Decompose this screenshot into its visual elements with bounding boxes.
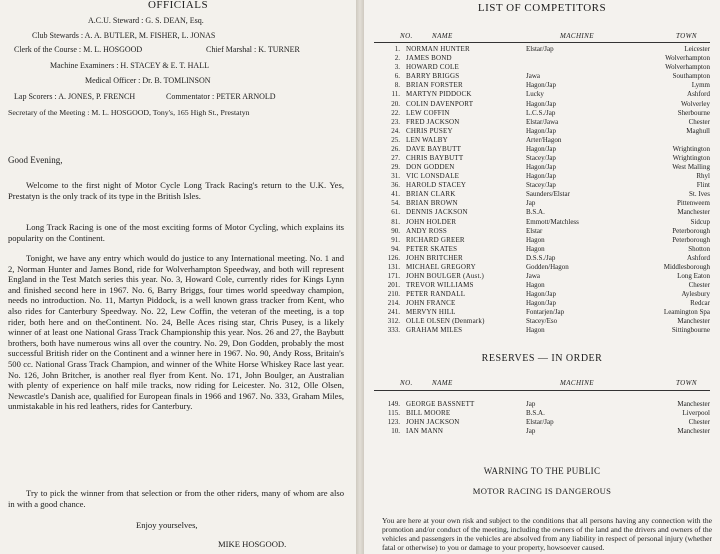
reserve-row <box>374 400 710 409</box>
competitor-row-name: JOHN BRITCHER <box>406 253 463 262</box>
competitor-row <box>374 54 710 63</box>
competitor-row-number: 31. <box>391 172 400 181</box>
competitors-page <box>364 0 720 554</box>
competitor-row <box>374 99 710 108</box>
competitor-row <box>374 109 710 118</box>
competitor-row-machine: Jap <box>526 199 536 208</box>
competitor-row-number: 210. <box>387 290 400 299</box>
competitor-row-machine: Stacey/Jap <box>526 153 556 162</box>
competitor-row-name: CHRIS PUSEY <box>406 126 453 135</box>
official-chief-marshal: Chief Marshal : K. TURNER <box>206 45 300 54</box>
page-gutter <box>356 0 364 554</box>
competitor-row <box>374 326 710 335</box>
competitor-row <box>374 63 710 72</box>
competitor-row-name: JOHN FRANCE <box>406 299 456 308</box>
competitor-row-machine: Elstar/Jap <box>526 45 554 54</box>
competitor-row <box>374 172 710 181</box>
competitors-title: LIST OF COMPETITORS <box>477 2 607 14</box>
competitor-row-number: 29. <box>391 163 400 172</box>
competitor-row <box>374 308 710 317</box>
competitor-row <box>374 254 710 263</box>
competitor-row-name: JOHN HOLDER <box>406 217 457 226</box>
competitor-row-machine: Godden/Hagon <box>526 262 569 271</box>
competitor-row-number: 241. <box>387 308 400 317</box>
competitor-row-machine: Hagon <box>526 326 545 335</box>
reserves-rule <box>374 390 710 391</box>
official-steward: A.C.U. Steward : G. S. DEAN, Esq. <box>88 16 204 25</box>
competitor-row-number: 8. <box>394 81 400 90</box>
competitor-row-machine: Stacey/Jap <box>526 181 556 190</box>
official-secretary: Secretary of the Meeting : M. L. HOSGOOD, Tony's, 165 High St., Prestatyn <box>8 108 250 117</box>
competitor-row-machine: Hagon/Jap <box>526 126 556 135</box>
official-commentator: Commentator : PETER ARNOLD <box>166 92 276 101</box>
reserve-row-machine: B.S.A. <box>526 409 545 417</box>
reserve-row-number: 123. <box>387 418 400 426</box>
competitor-row-number: 25. <box>391 135 400 144</box>
competitor-row-number: 214. <box>387 299 400 308</box>
competitor-row <box>374 208 710 217</box>
competitor-row-name: FRED JACKSON <box>406 117 460 126</box>
reserve-row-machine: Elstar/Jap <box>526 418 554 426</box>
competitor-row-town: Aylesbury <box>681 290 710 299</box>
competitor-row-number: 61. <box>391 208 400 217</box>
reserve-row-name: JOHN JACKSON <box>406 418 460 426</box>
competitor-row-town: St. Ives <box>689 190 710 199</box>
competitor-row-town: Shotton <box>688 244 710 253</box>
competitor-row-name: OLLE OLSEN (Denmark) <box>406 317 485 326</box>
competitor-row-number: 24. <box>391 126 400 135</box>
competitor-row-name: COLIN DAVENPORT <box>406 99 474 108</box>
competitor-row-machine: Hagon <box>526 244 545 253</box>
competitor-row-name: DON GODDEN <box>406 163 455 172</box>
competitor-row <box>374 263 710 272</box>
competitor-row-town: Southampton <box>672 72 710 81</box>
reserve-row-machine: Jap <box>526 400 536 408</box>
competitor-row-number: 91. <box>391 235 400 244</box>
competitor-row-machine: B.S.A. <box>526 208 545 217</box>
reserve-row-name: BILL MOORE <box>406 409 451 417</box>
competitor-row-name: HOWARD COLE <box>406 63 459 72</box>
competitor-row-number: 126. <box>387 253 400 262</box>
competitor-row-name: CHRIS BAYBUTT <box>406 153 464 162</box>
competitor-row-town: Sittingbourne <box>671 326 710 335</box>
header-no: NO. <box>400 32 413 40</box>
competitor-row <box>374 190 710 199</box>
competitor-row-name: NORMAN HUNTER <box>406 45 470 54</box>
competitor-row-town: Leicester <box>684 45 710 54</box>
competitor-row-town: Rhyl <box>696 172 710 181</box>
competitor-row-machine: D.S.S./Jap <box>526 253 556 262</box>
competitors-table <box>374 45 710 336</box>
competitor-row-machine: Fontarjen/Jap <box>526 308 565 317</box>
competitor-row-number: 1. <box>394 45 400 54</box>
competitor-row-number: 36. <box>391 181 400 190</box>
competitor-row-machine: Emmott/Matchless <box>526 217 579 226</box>
competitor-row-name: VIC LONSDALE <box>406 172 460 181</box>
competitor-row-name: ANDY ROSS <box>406 226 448 235</box>
reserves-header-name: NAME <box>432 379 453 387</box>
competitor-row-name: TREVOR WILLIAMS <box>406 281 474 290</box>
competitor-row-town: Leamington Spa <box>663 308 710 317</box>
competitor-row-name: MICHAEL GREGORY <box>406 262 476 271</box>
reserve-row <box>374 427 710 436</box>
competitor-row <box>374 290 710 299</box>
official-club-stewards: Club Stewards : A. A. BUTLER, M. FISHER, L. JONAS <box>32 31 216 40</box>
reserve-row-number: 115. <box>388 409 400 417</box>
competitor-row-machine: Hagon/Jap <box>526 299 556 308</box>
competitor-row-town: Chester <box>688 281 710 290</box>
closing-text: Enjoy yourselves, <box>136 520 198 530</box>
header-name: NAME <box>432 32 453 40</box>
reserve-row-town: Chester <box>688 418 710 426</box>
competitor-row-town: Peterborough <box>672 235 710 244</box>
competitor-row <box>374 81 710 90</box>
competitor-row-machine: Hagon/Jap <box>526 99 556 108</box>
official-machine-examiners: Machine Examiners : H. STACEY & E. T. HALL <box>50 61 209 70</box>
competitor-row-town: Pittenweem <box>676 199 710 208</box>
competitor-row-number: 6. <box>394 72 400 81</box>
competitor-row-town: Wolverley <box>681 99 710 108</box>
official-medical: Medical Officer : Dr. B. TOMLINSON <box>85 76 211 85</box>
officials-page <box>0 0 356 554</box>
competitor-row-number: 23. <box>391 117 400 126</box>
competitor-row-machine: Lucky <box>526 90 544 99</box>
competitor-row-town: Wrightington <box>672 153 710 162</box>
official-clerk: Clerk of the Course : M. L. HOSGOOD <box>14 45 143 54</box>
competitor-row-town: Redcar <box>690 299 710 308</box>
reserve-row <box>374 409 710 418</box>
competitor-row-machine: Hagon <box>526 235 545 244</box>
competitor-row-name: BARRY BRIGGS <box>406 72 460 81</box>
reserves-header-no: NO. <box>400 379 413 387</box>
competitor-row-town: Chester <box>688 117 710 126</box>
competitor-row <box>374 163 710 172</box>
header-rule <box>374 42 710 43</box>
competitor-row <box>374 317 710 326</box>
competitor-row-number: 171. <box>387 271 400 280</box>
reserves-header-town: TOWN <box>676 379 697 387</box>
competitor-row-number: 3. <box>394 63 400 72</box>
competitor-row-machine: Elstar <box>526 226 543 235</box>
reserve-row-town: Liverpool <box>682 409 710 417</box>
competitor-row <box>374 72 710 81</box>
competitor-row <box>374 272 710 281</box>
competitor-row-town: Wrightington <box>672 144 710 153</box>
competitor-row-town: Middlesborough <box>663 262 710 271</box>
competitor-row-town: Ashford <box>687 90 710 99</box>
competitor-row-name: GRAHAM MILES <box>406 326 463 335</box>
paragraph-welcome: Welcome to the first night of Motor Cycle Long Track Racing's return to the U.K. Yes, Prestatyn is the only track of its type in the British Isles. <box>8 180 344 201</box>
competitor-row <box>374 245 710 254</box>
paragraph-long-track: Long Track Racing is one of the most exciting forms of Motor Cycling, which explains its popularity on the Continent. <box>8 222 344 243</box>
competitor-row-name: DAVE BAYBUTT <box>406 144 462 153</box>
competitor-row <box>374 45 710 54</box>
competitor-row-town: Long Eaton <box>677 271 710 280</box>
competitor-row-name: MERVYN HILL <box>406 308 456 317</box>
competitor-row-number: 27. <box>391 153 400 162</box>
reserves-title: RESERVES — IN ORDER <box>481 353 603 364</box>
officials-title: OFFICIALS <box>147 0 209 11</box>
warning-title: WARNING TO THE PUBLIC <box>483 466 601 476</box>
competitor-row-town: Ashford <box>687 253 710 262</box>
competitor-row <box>374 236 710 245</box>
competitor-row-number: 81. <box>391 217 400 226</box>
competitor-row-town: Sherbourne <box>677 108 710 117</box>
competitor-row <box>374 227 710 236</box>
competitor-row-machine: Arter/Hagon <box>526 135 562 144</box>
competitor-row <box>374 145 710 154</box>
competitor-row-town: Manchester <box>677 208 710 217</box>
competitor-row-number: 41. <box>391 190 400 199</box>
competitor-row-machine <box>526 63 622 72</box>
competitor-row <box>374 90 710 99</box>
competitor-row-town <box>622 136 710 145</box>
competitor-row <box>374 181 710 190</box>
competitor-row <box>374 127 710 136</box>
competitor-row-name: PETER RANDALL <box>406 290 466 299</box>
competitor-row-machine: Stacey/Eso <box>526 317 558 326</box>
competitor-row-machine: Hagon/Jap <box>526 144 556 153</box>
competitor-row-name: HAROLD STACEY <box>406 181 467 190</box>
competitor-row-town: Peterborough <box>672 226 710 235</box>
competitor-row-machine: Jawa <box>526 271 540 280</box>
competitor-row-number: 333. <box>387 326 400 335</box>
paragraph-entry: Tonight, we have any entry which would do justice to any International meeting. No. 1 and 2, Norman Hunter and James Bond, ride for Wolverhampton Speedway, and both will represent England in the Test Match series this year. No. 3, Howard Cole, currently rides for Kings Lynn and finished second here in 1967. No. 6, Barry Briggs, four times world speedway champion, needs no introduction. No. 11, Martyn Piddock, is a well known grass tracker from Kent, who also rides for Canterbury Speedway. No. 22, Lew Coffin, the veteran of the meeting, is a top rider, both here and on theContinent. No. 24, Belle Aces rising star, Chris Pusey, is a likely winner of at least one National Grass Track Championship this year. Nos. 26 and 27, the Baybutt brothers, both have numerous wins all over the country. No. 29, Don Godden, probably the most successful British rider on the Continent and a winner here in 1967. No. 90, Andy Ross, Britain's 500 cc. National Grass Track Champion, and winner of the White Horse Whiskey Race last year. No. 126, John Britcher, is another real flyer from Kent. No. 171, John Boulger, an Australian with plenty of experience on half mile tracks, now riding for Leicester. No. 312, Olle Olsen, Newcastle's Danish ace, qualified for European finals in 1966 and 1967. No. 333, Graham Miles, unmistakable in his red leathers, rides for Canterbury. <box>8 253 344 412</box>
competitor-row-machine: Hagon <box>526 281 545 290</box>
competitor-row-town: Lymm <box>691 81 710 90</box>
competitor-row-number: 22. <box>391 108 400 117</box>
competitor-row-machine <box>526 54 622 63</box>
competitor-row <box>374 281 710 290</box>
competitor-row <box>374 299 710 308</box>
competitor-row-name: BRIAN CLARK <box>406 190 456 199</box>
competitor-row-machine: Elstar/Jawa <box>526 117 559 126</box>
competitor-row-machine: Hagon/Jap <box>526 163 556 172</box>
reserve-row-number: 10. <box>391 427 400 435</box>
competitor-row-town: West Malling <box>672 163 710 172</box>
competitor-row-number: 20. <box>391 99 400 108</box>
competitor-row-machine: Hagon/Jap <box>526 81 556 90</box>
reserve-row-number: 149. <box>387 400 400 408</box>
competitor-row <box>374 154 710 163</box>
competitor-row-name: LEW COFFIN <box>406 108 450 117</box>
competitor-row-number: 26. <box>391 144 400 153</box>
reserves-table <box>374 400 710 436</box>
competitor-row-number: 94. <box>391 244 400 253</box>
competitor-row-machine: Jawa <box>526 72 540 81</box>
competitor-row-machine: Hagon/Jap <box>526 172 556 181</box>
header-machine: MACHINE <box>560 32 594 40</box>
header-town: TOWN <box>676 32 697 40</box>
official-lap-scorers: Lap Scorers : A. JONES, P. FRENCH <box>14 92 136 101</box>
competitor-row-number: 90. <box>391 226 400 235</box>
competitor-row <box>374 136 710 145</box>
signature: MIKE HOSGOOD. <box>218 539 287 549</box>
reserves-header-machine: MACHINE <box>560 379 594 387</box>
competitor-row-name: JOHN BOULGER (Aust.) <box>406 271 485 280</box>
competitor-row-name: LEN WALBY <box>406 135 448 144</box>
competitor-row-machine: L.C.S./Jap <box>526 108 556 117</box>
competitor-row <box>374 118 710 127</box>
competitor-row-name: PETER SKATES <box>406 244 458 253</box>
competitor-row-number: 2. <box>394 54 400 63</box>
competitor-row <box>374 217 710 226</box>
paragraph-pick-winner: Try to pick the winner from that selection or from the other riders, many of whom are also in with a good chance. <box>8 488 344 509</box>
warning-subtitle: MOTOR RACING IS DANGEROUS <box>472 486 612 496</box>
competitor-row-town: Flint <box>696 181 710 190</box>
competitor-row-town: Maghull <box>686 126 710 135</box>
reserve-row-name: GEORGE BASSNETT <box>406 400 475 408</box>
competitor-row-number: 54. <box>391 199 400 208</box>
competitor-row-town: Wolverhampton <box>665 54 710 63</box>
competitor-row-number: 11. <box>391 90 400 99</box>
competitor-row-name: JAMES BOND <box>406 54 452 63</box>
reserve-row <box>374 418 710 427</box>
warning-text: You are here at your own risk and subject to the conditions that all persons having any connection with the promotion and/or conduct of the meeting, including the owners of the land and the drivers and owners of the vehicles and passengers in the vehicles are absolved from any liability in respect of personal injury (whether fatal or otherwise) to you or damage to your property, howsoever caused. <box>382 516 712 552</box>
competitor-row-number: 201. <box>387 281 400 290</box>
competitor-row-name: MARTYN PIDDOCK <box>406 90 472 99</box>
competitor-row-name: RICHARD GREER <box>406 235 465 244</box>
reserve-row-town: Manchester <box>677 400 710 408</box>
competitor-row-town: Wolverhampton <box>665 63 710 72</box>
reserve-row-town: Manchester <box>677 427 710 435</box>
greeting: Good Evening, <box>8 155 63 165</box>
reserve-row-name: IAN MANN <box>406 427 444 435</box>
competitor-row-name: BRIAN FORSTER <box>406 81 463 90</box>
competitor-row-machine: Saunders/Elstar <box>526 190 570 199</box>
competitor-row <box>374 199 710 208</box>
competitor-row-name: BRIAN BROWN <box>406 199 458 208</box>
competitor-row-town: Sidcup <box>690 217 710 226</box>
competitor-row-number: 131. <box>387 262 400 271</box>
competitor-row-number: 312. <box>387 317 400 326</box>
competitor-row-machine: Hagon/Jap <box>526 290 556 299</box>
competitor-row-name: DENNIS JACKSON <box>406 208 468 217</box>
reserve-row-machine: Jap <box>526 427 536 435</box>
competitor-row-town: Manchester <box>677 317 710 326</box>
